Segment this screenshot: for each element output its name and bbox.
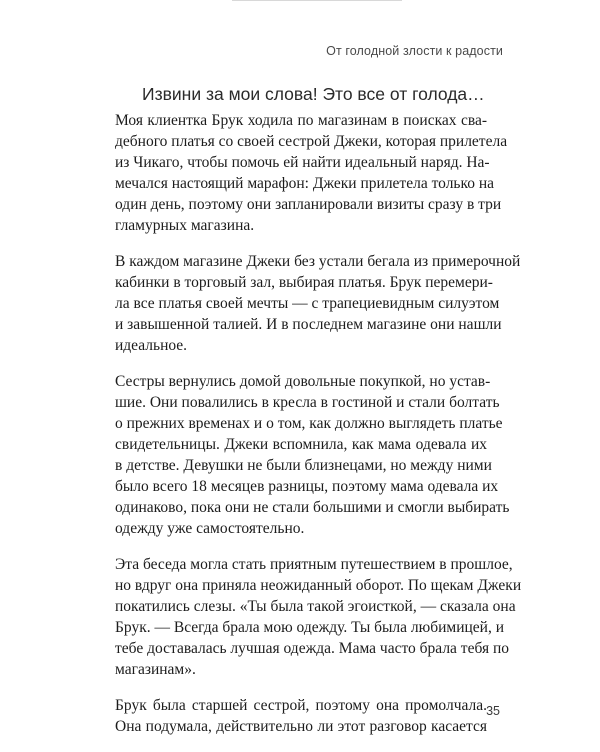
- text-line: в детстве. Девушки не были близнецами, но между ними: [115, 457, 492, 474]
- text-line: о прежних временах и о том, как должно выглядеть платье: [115, 415, 503, 432]
- paragraph: [115, 110, 508, 236]
- text-line: магазинам».: [115, 661, 196, 678]
- paragraph: [115, 371, 510, 539]
- text-line: тебе доставалась лучшая одежда. Мама часто брала тебя по: [115, 640, 510, 657]
- text-line: Сестры вернулись домой довольные покупкой, но устав-: [115, 373, 491, 390]
- text-line: Брук. — Всегда брала мою одежду. Ты была любимицей, и: [115, 619, 505, 636]
- text-line: ла все платья своей мечты — с трапециевидным силуэтом: [115, 295, 500, 312]
- text-line: свидетельницы. Джеки вспомнила, как мама одевала их: [115, 436, 487, 453]
- text-line: Эта беседа могла стать приятным путешествием в прошлое,: [115, 556, 513, 573]
- section-title: Извини за мои слова! Это все от голода…: [142, 84, 485, 104]
- text-line: Она подумала, действительно ли этот разговор касается: [115, 718, 487, 735]
- text-line: покатились слезы. «Ты была такой эгоисткой, — сказала она: [115, 598, 516, 615]
- top-rule: [232, 0, 402, 1]
- text-line: гламурных магазина.: [115, 217, 255, 234]
- text-line: одинаково, пока они не стали большими и смогли выбирать: [115, 499, 510, 516]
- text-line: и завышенной талией. И в последнем магазине они нашли: [115, 316, 502, 333]
- text-line: одежду уже самостоятельно.: [115, 520, 305, 537]
- text-line: было всего 18 месяцев разницы, поэтому мама одевала их: [115, 478, 499, 495]
- text-line: кабинки в торговый зал, выбирая платья. Брук перемери-: [115, 274, 493, 291]
- text-line: но вдруг она приняла неожиданный оборот. По щекам Джеки: [115, 577, 522, 594]
- text-line: В каждом магазине Джеки без устали бегала из примерочной: [115, 253, 521, 270]
- text-line: идеальное.: [115, 337, 188, 354]
- text-line: дебного платья со своей сестрой Джеки, которая прилетела: [115, 133, 508, 150]
- text-line: мечался настоящий марафон: Джеки прилетела только на: [115, 175, 495, 192]
- text-line: Брук была старшей сестрой, поэтому она промолчала.: [115, 697, 487, 714]
- running-head: От голодной злости к радости: [326, 44, 503, 58]
- paragraph: [115, 554, 522, 680]
- text-line: шие. Они повалились в кресла в гостиной и стали болтать: [115, 394, 500, 411]
- text-line: Моя клиентка Брук ходила по магазинам в поисках сва-: [115, 112, 487, 129]
- text-line: из Чикаго, чтобы помочь ей найти идеальный наряд. На-: [115, 154, 490, 171]
- page-number: 35: [486, 704, 500, 718]
- text-line: один день, поэтому они запланировали визиты сразу в три: [115, 196, 502, 213]
- paragraph: [115, 251, 521, 356]
- paragraph: [115, 695, 487, 737]
